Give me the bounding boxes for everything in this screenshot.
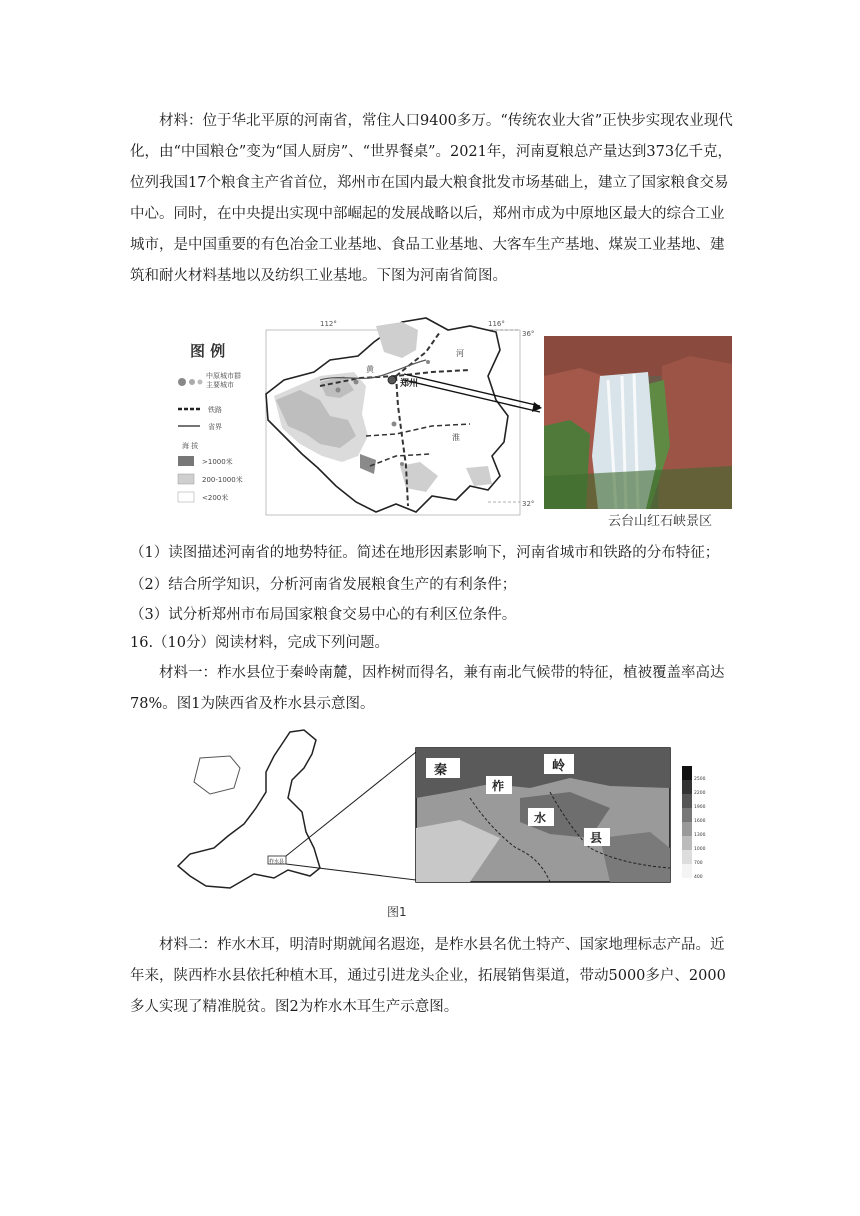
material-two-paragraph: 材料二：柞水木耳，明清时期就闻名遐迩，是柞水县名优土特产、国家地理标志产品。近年来，陕西柞水县依托种植木耳，通过引进龙头企业，拓展销售渠道，带动5000多户、2000多人实现了精准脱贫。图2为柞水木耳生产示意图。 <box>130 937 726 1015</box>
scale-1300: 1300 <box>694 833 706 838</box>
river-he-label: 河 <box>456 349 464 358</box>
figure-1-label: 图1 <box>387 905 407 919</box>
inset-zha-label: 柞 <box>492 779 505 793</box>
lat-32-label: 32° <box>522 500 535 508</box>
photo-caption: 云台山红石峡景区 <box>608 514 713 529</box>
lon-116-label: 116° <box>488 320 505 328</box>
lat-36-label: 36° <box>522 330 535 338</box>
zhengzhou-label: 郑州 <box>400 379 419 389</box>
inset-shui-label: 水 <box>534 811 547 825</box>
material-one-paragraph: 材料一：柞水县位于秦岭南麓，因柞树而得名，兼有南北气候带的特征，植被覆盖率高达78%。图1为陕西省及柞水县示意图。 <box>130 665 725 712</box>
legend-railway: 铁路 <box>208 406 222 414</box>
inset-xian-label: 县 <box>590 831 603 845</box>
legend-mid: 200-1000米 <box>202 476 243 484</box>
question-2: （2）结合所学知识，分析河南省发展粮食生产的有利条件； <box>130 577 517 593</box>
scale-2200: 2200 <box>694 791 706 796</box>
scale-700: 700 <box>694 861 703 866</box>
inset-ling-label: 岭 <box>552 759 566 774</box>
shaanxi-outline <box>178 730 320 888</box>
inset-qin-label: 秦 <box>434 763 448 778</box>
henan-map-figure <box>170 316 740 531</box>
river-huang-label: 黄 <box>366 365 374 374</box>
scale-1900: 1900 <box>694 805 706 810</box>
question-1: （1）读图描述河南省的地势特征。简述在地形因素影响下，河南省城市和铁路的分布特征； <box>130 545 720 561</box>
legend-title: 图 例 <box>190 342 226 360</box>
legend-city-cluster: 中原城市群 <box>206 372 241 380</box>
river-huai-label: 淮 <box>452 433 460 442</box>
zhashui-small-label: 柞水县 <box>269 859 285 865</box>
waterfall-photo <box>544 336 732 509</box>
legend-high: >1000米 <box>202 458 233 466</box>
question-3: （3）试分析郑州市布局国家粮食交易中心的有利区位条件。 <box>130 607 517 623</box>
scale-2500: 2500 <box>694 777 706 782</box>
material-henan-paragraph: 材料：位于华北平原的河南省，常住人口9400多万。“传统农业大省”正快步实现农业现代化，由“中国粮仓”变为“国人厨房”、“世界餐桌”。2021年，河南夏粮总产量达到373亿千克，位列我国17个粮食主产省首位，郑州市在国内最大粮食批发市场基础上，建立了国家粮食交易中心。同时，在中央提出实现中部崛起的发展战略以后，郑州市成为中原地区最大的综合工业城市，是中国重要的有色冶金工业基地、食品工业基地、大客车生产基地、煤炭工业基地、建筑和耐火材料基地以及纺织工业基地。下图为河南省简图。 <box>130 113 733 284</box>
lon-112-label: 112° <box>320 320 337 328</box>
scale-1000: 1000 <box>694 847 706 852</box>
shaanxi-map-figure <box>170 728 720 904</box>
question-16-header: 16.（10分）阅读材料，完成下列问题。 <box>130 635 390 651</box>
legend-elevation: 海 拔 <box>182 442 199 450</box>
scale-1600: 1600 <box>694 819 706 824</box>
legend-low: <200米 <box>202 494 229 502</box>
legend-boundary: 省界 <box>208 423 222 431</box>
legend-main-city: 主要城市 <box>206 381 234 389</box>
scale-400: 400 <box>694 875 703 880</box>
